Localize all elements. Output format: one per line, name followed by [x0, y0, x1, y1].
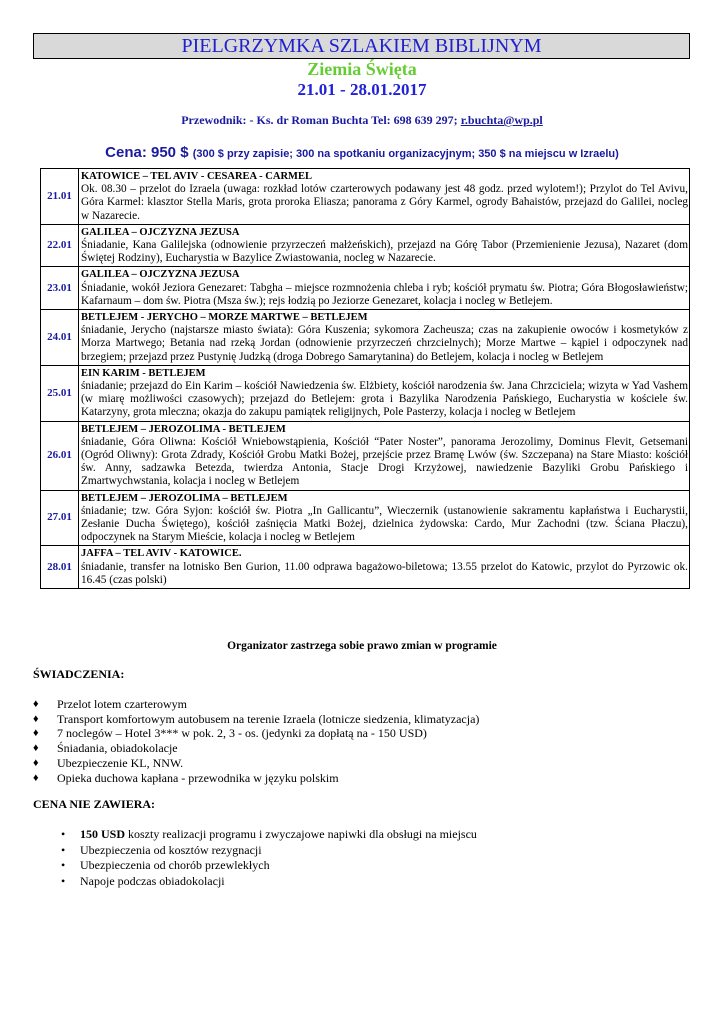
day-cell [79, 546, 690, 589]
table-row [41, 365, 690, 421]
day-title: GALILEA – OJCZYZNA JEZUSA [81, 226, 240, 238]
day-cell [79, 365, 690, 421]
day-date: 27.01 [41, 490, 79, 546]
list-item: ♦ 7 noclegów – Hotel 3*** w pok. 2, 3 - os. (jedynki za dopłatą na - 150 USD) [33, 726, 427, 741]
list-item: ♦ Ubezpieczenie KL, NNW. [33, 755, 184, 770]
table-row [41, 490, 690, 546]
day-cell [79, 310, 690, 366]
list-item: ♦ Opieka duchowa kapłana - przewodnika w języku polskim [33, 770, 339, 785]
day-cell [79, 224, 690, 267]
trip-dates: 21.01 - 28.01.2017 [297, 80, 427, 99]
included-title: ŚWIADCZENIA: [33, 667, 125, 681]
day-date: 24.01 [41, 310, 79, 366]
diamond-bullet-icon: ♦ [33, 698, 39, 710]
guide-text: Przewodnik: - Ks. dr Roman Buchta Tel: 698 639 297; [181, 113, 461, 127]
day-description: Ok. 08.30 – przelot do Izraela (uwaga: rozkład lotów czarterowych podawany jest 48 godz. przed wylotem!); Przylot do Tel Avivu, Góra Karmel: klasztor Stella Maris, grota proroka Eliasza; panorama z Góry Karmel, ogrody Bahaistów, przejazd do Galilei, nocleg w Nazarecie. [81, 183, 688, 222]
table-row [41, 267, 690, 310]
dot-bullet-icon: • [61, 842, 66, 857]
price-line [0, 144, 724, 163]
guide-email-link[interactable]: r.buchta@wp.pl [460, 113, 543, 127]
not-included-list [56, 827, 477, 889]
price-detail: (300 $ przy zapisie; 300 na spotkaniu organizacyjnym; 350 $ na miejscu w Izraelu) [192, 148, 619, 160]
day-cell [79, 169, 690, 225]
day-description: śniadanie, Jerycho (najstarsze miasto świata): Góra Kuszenia; sykomora Zacheusza; czas na zakupienie owoców i kosmetyków z Morza Martwego; Betania nad rzeką Jordan (odnowienie przyrzeczeń chrzcielnych); Morze Martwe – kąpiel i odpoczynek nad brzegiem; przejazd przez Pustynię Judzką (droga Dobrego Samarytanina) do Betlejem, kolacja i nocleg w Betlejem [81, 324, 688, 363]
diamond-bullet-icon: ♦ [33, 771, 39, 784]
list-item: • Napoje podczas obiadokolacji [61, 873, 225, 888]
day-cell [79, 421, 690, 490]
diamond-bullet-icon: ♦ [33, 756, 39, 769]
not-included-title: CENA NIE ZAWIERA: [33, 797, 156, 811]
included-list [33, 697, 479, 785]
list-item: ♦ Przelot lotem czarterowym [33, 697, 187, 711]
day-date: 26.01 [41, 421, 79, 490]
diamond-bullet-icon: ♦ [33, 742, 39, 755]
day-title: BETLEJEM - JERYCHO – MORZE MARTWE – BETLEJEM [81, 312, 368, 324]
table-row [41, 169, 690, 225]
day-date: 21.01 [41, 169, 79, 225]
day-description: Śniadanie, Kana Galilejska (odnowienie przyrzeczeń małżeńskich), przejazd na Górę Tabor (Przemienienie Jezusa), Nazaret (dom Świętej Rodziny), Eucharystia w Bazylice Zwiastowania, nocleg w Nazarecie. [81, 239, 688, 265]
dot-bullet-icon: • [61, 827, 66, 841]
page-title: PIELGRZYMKA SZLAKIEM BIBLIJNYM [33, 33, 690, 59]
program-note: Organizator zastrzega sobie prawo zmian w programie [227, 640, 497, 652]
day-cell [79, 267, 690, 310]
list-item: ♦ Transport komfortowym autobusem na terenie Izraela (lotnicze siedzenia, klimatyzacja) [33, 711, 480, 726]
list-item: • Ubezpieczenia od kosztów rezygnacji [61, 842, 262, 857]
diamond-bullet-icon: ♦ [33, 727, 39, 740]
table-row [41, 546, 690, 589]
day-title: BETLEJEM – JEROZOLIMA - BETLEJEM [81, 423, 286, 435]
dot-bullet-icon: • [61, 873, 66, 888]
day-date: 25.01 [41, 365, 79, 421]
list-item: • Ubezpieczenia od chorób przewlekłych [61, 858, 270, 872]
table-row [41, 224, 690, 267]
diamond-bullet-icon: ♦ [33, 712, 39, 725]
day-title: EIN KARIM - BETLEJEM [81, 367, 206, 379]
price-main: Cena: 950 $ [105, 144, 193, 161]
day-description: Śniadanie, wokół Jeziora Genezaret: Tabgha – miejsce rozmnożenia chleba i ryb; kościół prymatu św. Piotra; Góra Błogosławieństw; Kafarnaum – dom św. Piotra (Msza św.); rejs łodzią po Jeziorze Genezaret, kolacja i nocleg w Betlejem. [81, 281, 688, 307]
day-description: śniadanie; przejazd do Ein Karim – kościół Nawiedzenia św. Elżbiety, kościół narodzenia św. Jana Chrzciciela; wizyta w Yad Vashem (w miarę możliwości czasowych); przejazd do Betlejem: grota i Bazylika Narodzenia Pańskiego, Eucharystia w kościele św. Katarzyny, grota mleczna; okazja do zakupu pamiątek religijnych, Pole Pasterzy, kolacja i nocleg w Betlejem [81, 380, 688, 419]
subtitle: Ziemia Święta [307, 59, 417, 79]
day-title: KATOWICE – TEL AVIV - CESAREA - CARMEL [81, 171, 312, 182]
list-item: • 150 USD koszty realizacji programu i zwyczajowe napiwki dla obsługi na miejscu [61, 827, 477, 841]
day-date: 23.01 [41, 267, 79, 310]
day-description: śniadanie; tzw. Góra Syjon: kościół św. Piotra „In Gallicantu”, Wieczernik (ustanowienie sakramentu kapłaństwa i Eucharystii, Zesłanie Ducha Świętego), kościół zaśnięcia Matki Bożej, dzielnica żydowska: Cardo, Mur Zachodni (tzw. Ściana Płaczu), odpoczynek na Starym Mieście, kolacja i nocleg w Betlejem [81, 504, 688, 544]
table-row [41, 310, 690, 366]
table-row [41, 421, 690, 490]
day-description: śniadanie, Góra Oliwna: Kościół Wniebowstąpienia, Kościół “Pater Noster”, panorama Jerozolimy, Dominus Flevit, Getsemani (Ogród Oliwny): Grota Zdrady, Kościół Grobu Matki Bożej, przejście przez Bramę Lwów (św. Szczepana) na Stare Miasto: kościół św. Anny, sadzawka Betezda, twierdza Antonia, Stacje Drogi Krzyżowej, nawiedzenie Bazyliki Grobu Pańskiego i Zmartwychwstania, kolacja i nocleg w Betlejem [81, 435, 688, 488]
day-title: JAFFA – TEL AVIV - KATOWICE. [81, 548, 242, 560]
day-date: 28.01 [41, 546, 79, 589]
day-title: GALILEA – OJCZYZNA JEZUSA [81, 269, 240, 281]
guide-info [0, 112, 724, 128]
itinerary-table [40, 168, 690, 589]
day-date: 22.01 [41, 224, 79, 267]
day-title: BETLEJEM – JEROZOLIMA – BETLEJEM [81, 492, 288, 504]
dot-bullet-icon: • [61, 858, 66, 872]
day-description: śniadanie, transfer na lotnisko Ben Gurion, 11.00 odprawa bagażowo-biletowa; 13.55 przelot do Katowic, przylot do Pyrzowic ok. 16.45 (czas polski) [81, 560, 688, 586]
list-item: ♦ Śniadania, obiadokolacje [33, 741, 178, 756]
day-cell [79, 490, 690, 546]
